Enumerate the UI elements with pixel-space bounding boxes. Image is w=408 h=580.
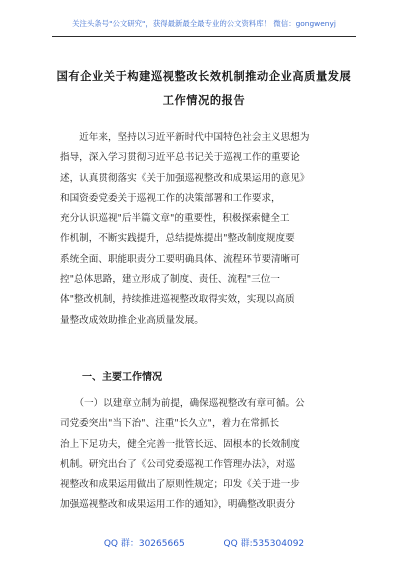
footer-contact — [0, 536, 408, 549]
intro-line: 和国资委党委关于巡视工作的决策部署和工作要求， — [60, 192, 281, 204]
section-line: （一）以建章立制为前提，确保巡视整改有章可循。公 — [60, 398, 305, 409]
intro-line: 控"总体思路，建立形成了制度、责任、流程"三位一 — [60, 274, 280, 286]
intro-line: 量整改成效助推企业高质量发展。 — [60, 314, 204, 326]
document-title-line-1: 国有企业关于构建巡视整改长效机制推动企业高质量发展 — [56, 69, 352, 83]
section-line: 司党委突出"当下治"、注重"长久立"，着力在常抓长 — [60, 418, 280, 430]
intro-line: 指导，深入学习贯彻习近平总书记关于巡视工作的重要论 — [60, 152, 300, 164]
intro-line: 作机制，不断实践提升，总结提炼提出"整改制度规度要 — [60, 233, 295, 245]
section-paragraph — [60, 394, 342, 516]
intro-line: 充分认识巡视"后半篇文章"的重要性，积极探索健全工 — [60, 213, 290, 225]
section-line: 视整改和成果运用做出了原则性规定；印发《关于进一步 — [60, 479, 300, 491]
section-heading: 一、主要工作情况 — [82, 372, 162, 383]
section-line: 治上下足功夫，健全完善一批管长远、固根本的长效制度 — [60, 438, 300, 450]
header-divider — [52, 36, 356, 37]
intro-paragraph — [60, 128, 342, 331]
intro-line: 近年来，坚持以习近平新时代中国特色社会主义思想为 — [60, 132, 310, 143]
header-banner: 关注头条号"公文研究"，获得最新最全最专业的公文资料库！ 微信：gongwenyj — [72, 19, 336, 28]
intro-line: 述，认真贯彻落实《关于加强巡视整改和成果运用的意见》 — [60, 172, 310, 184]
intro-line: 体"整改机制，持续推进巡视整改取得实效，实现以高质 — [60, 294, 295, 306]
section-line: 机制。研究出台了《公司党委巡视工作管理办法》，对巡 — [60, 458, 296, 470]
intro-line: 系统全面、职能职责分工要明确具体、流程环节要清晰可 — [60, 253, 300, 265]
footer-qq-group-1: QQ 群：30265665 — [103, 539, 185, 549]
document-title-line-2: 工作情况的报告 — [162, 93, 246, 107]
footer-qq-group-2: QQ 群:535304092 — [223, 539, 305, 549]
section-line: 加强巡视整改和成果运用工作的通知》，明确整改职责分 — [60, 499, 296, 511]
